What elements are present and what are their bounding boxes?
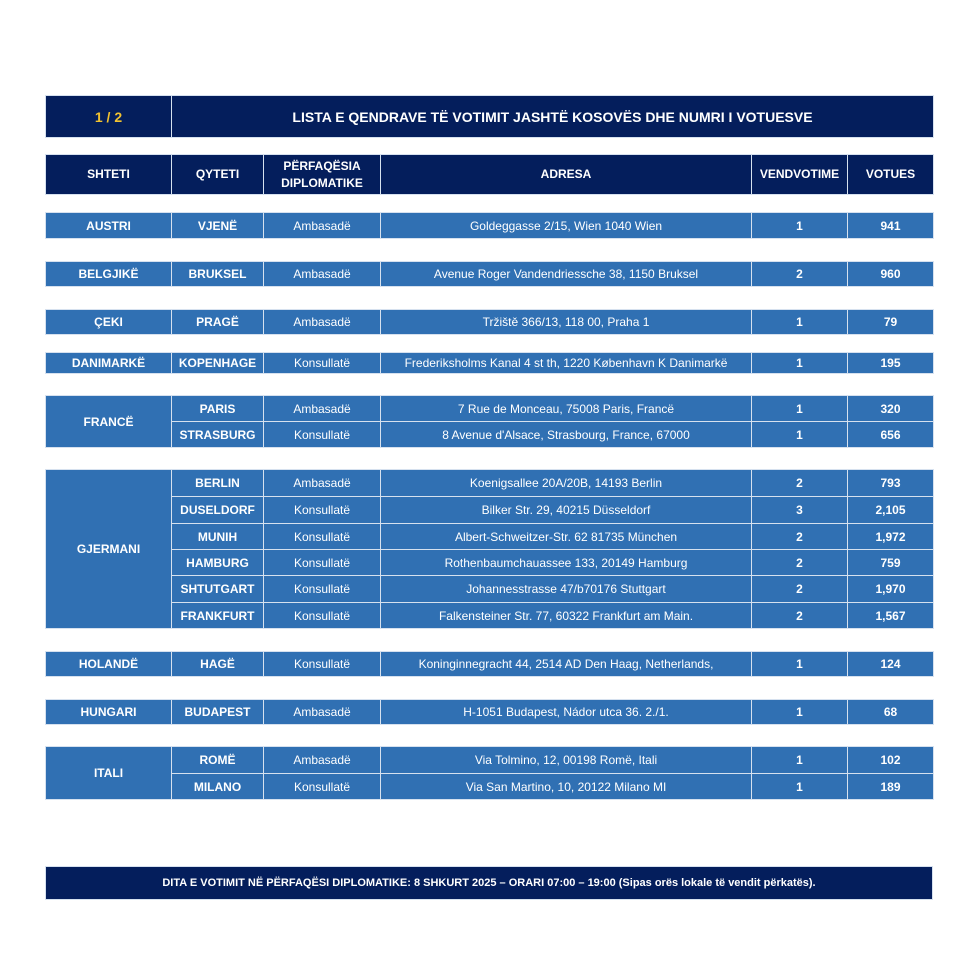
table-row bbox=[46, 524, 934, 550]
footer-text: DITA E VOTIMIT NË PËRFAQËSI DIPLOMATIKE: 8 SHKURT 2025 – ORARI 07:00 – 19:00 (Sipas orës lokale të vendit përkatës). bbox=[46, 867, 933, 900]
table-row bbox=[46, 422, 934, 448]
country-cell: FRANCË bbox=[46, 396, 172, 448]
country-block bbox=[45, 469, 933, 629]
country-cell: ÇEKI bbox=[46, 310, 172, 335]
city-cell: ROMË bbox=[172, 747, 264, 774]
column-header-mission-line2: DIPLOMATIKE bbox=[281, 175, 363, 190]
stations-cell: 1 bbox=[752, 652, 848, 677]
mission-cell: Konsullatë bbox=[264, 652, 381, 677]
mission-cell: Ambasadë bbox=[264, 310, 381, 335]
country-block bbox=[45, 746, 933, 800]
voters-cell: 1,567 bbox=[848, 603, 934, 629]
city-cell: HAMBURG bbox=[172, 550, 264, 576]
stations-cell: 1 bbox=[752, 213, 848, 239]
mission-cell: Konsullatë bbox=[264, 497, 381, 524]
city-cell: BRUKSEL bbox=[172, 262, 264, 287]
address-cell: Via San Martino, 10, 20122 Milano MI bbox=[381, 774, 752, 800]
stations-cell: 2 bbox=[752, 603, 848, 629]
voters-cell: 102 bbox=[848, 747, 934, 774]
mission-cell: Konsullatë bbox=[264, 576, 381, 603]
country-cell: AUSTRI bbox=[46, 213, 172, 239]
column-header-city: QYTETI bbox=[172, 155, 264, 195]
country-block bbox=[45, 699, 933, 725]
country-block bbox=[45, 309, 933, 335]
address-cell: Via Tolmino, 12, 00198 Romë, Itali bbox=[381, 747, 752, 774]
stations-cell: 1 bbox=[752, 700, 848, 725]
voters-cell: 189 bbox=[848, 774, 934, 800]
mission-cell: Konsullatë bbox=[264, 774, 381, 800]
table-row bbox=[46, 262, 934, 287]
address-cell: Falkensteiner Str. 77, 60322 Frankfurt am Main. bbox=[381, 603, 752, 629]
voters-cell: 79 bbox=[848, 310, 934, 335]
country-cell: ITALI bbox=[46, 747, 172, 800]
city-cell: DUSELDORF bbox=[172, 497, 264, 524]
voters-cell: 1,972 bbox=[848, 524, 934, 550]
country-cell: HOLANDË bbox=[46, 652, 172, 677]
stations-cell: 2 bbox=[752, 470, 848, 497]
voters-cell: 2,105 bbox=[848, 497, 934, 524]
country-cell: GJERMANI bbox=[46, 470, 172, 629]
table-row bbox=[46, 652, 934, 677]
voters-cell: 195 bbox=[848, 353, 934, 374]
voters-cell: 68 bbox=[848, 700, 934, 725]
country-block bbox=[45, 651, 933, 677]
mission-cell: Konsullatë bbox=[264, 603, 381, 629]
voters-cell: 656 bbox=[848, 422, 934, 448]
mission-cell: Konsullatë bbox=[264, 524, 381, 550]
address-cell: Bilker Str. 29, 40215 Düsseldorf bbox=[381, 497, 752, 524]
stations-cell: 1 bbox=[752, 747, 848, 774]
address-cell: Koenigsallee 20A/20B, 14193 Berlin bbox=[381, 470, 752, 497]
city-cell: HAGË bbox=[172, 652, 264, 677]
country-block bbox=[45, 352, 933, 374]
mission-cell: Konsullatë bbox=[264, 550, 381, 576]
country-cell: BELGJIKË bbox=[46, 262, 172, 287]
stations-cell: 1 bbox=[752, 353, 848, 374]
mission-cell: Ambasadë bbox=[264, 470, 381, 497]
country-block bbox=[45, 261, 933, 287]
page-indicator: 1 / 2 bbox=[46, 96, 172, 138]
table-row bbox=[46, 470, 934, 497]
voters-cell: 124 bbox=[848, 652, 934, 677]
table-header bbox=[45, 154, 933, 195]
table-row bbox=[46, 310, 934, 335]
city-cell: KOPENHAGE bbox=[172, 353, 264, 374]
page-title: LISTA E QENDRAVE TË VOTIMIT JASHTË KOSOVËS DHE NUMRI I VOTUESVE bbox=[172, 96, 934, 138]
address-cell: Avenue Roger Vandendriessche 38, 1150 Bruksel bbox=[381, 262, 752, 287]
column-header-mission bbox=[264, 155, 381, 195]
city-cell: PRAGË bbox=[172, 310, 264, 335]
mission-cell: Konsullatë bbox=[264, 353, 381, 374]
voters-cell: 759 bbox=[848, 550, 934, 576]
column-header-stations: VENDVOTIME bbox=[752, 155, 848, 195]
address-cell: Frederiksholms Kanal 4 st th, 1220 København K Danimarkë bbox=[381, 353, 752, 374]
stations-cell: 2 bbox=[752, 576, 848, 603]
address-cell: H-1051 Budapest, Nádor utca 36. 2./1. bbox=[381, 700, 752, 725]
voters-cell: 793 bbox=[848, 470, 934, 497]
mission-cell: Ambasadë bbox=[264, 700, 381, 725]
address-cell: Rothenbaumchauassee 133, 20149 Hamburg bbox=[381, 550, 752, 576]
column-header-voters: VOTUES bbox=[848, 155, 934, 195]
stations-cell: 2 bbox=[752, 524, 848, 550]
voters-cell: 960 bbox=[848, 262, 934, 287]
country-cell: HUNGARI bbox=[46, 700, 172, 725]
voters-cell: 941 bbox=[848, 213, 934, 239]
city-cell: MILANO bbox=[172, 774, 264, 800]
table-row bbox=[46, 497, 934, 524]
voters-cell: 320 bbox=[848, 396, 934, 422]
country-block bbox=[45, 395, 933, 448]
table-row bbox=[46, 576, 934, 603]
stations-cell: 2 bbox=[752, 262, 848, 287]
stations-cell: 1 bbox=[752, 310, 848, 335]
table-row bbox=[46, 213, 934, 239]
stations-cell: 1 bbox=[752, 422, 848, 448]
voters-cell: 1,970 bbox=[848, 576, 934, 603]
city-cell: STRASBURG bbox=[172, 422, 264, 448]
footer-bar bbox=[45, 866, 933, 900]
address-cell: Goldeggasse 2/15, Wien 1040 Wien bbox=[381, 213, 752, 239]
stations-cell: 3 bbox=[752, 497, 848, 524]
title-bar bbox=[45, 95, 933, 138]
stations-cell: 1 bbox=[752, 774, 848, 800]
table-row bbox=[46, 603, 934, 629]
table-row bbox=[46, 353, 934, 374]
city-cell: BERLIN bbox=[172, 470, 264, 497]
table-row bbox=[46, 747, 934, 774]
address-cell: Tržiště 366/13, 118 00, Praha 1 bbox=[381, 310, 752, 335]
table-row bbox=[46, 700, 934, 725]
mission-cell: Ambasadë bbox=[264, 262, 381, 287]
city-cell: SHTUTGART bbox=[172, 576, 264, 603]
country-cell: DANIMARKË bbox=[46, 353, 172, 374]
stations-cell: 1 bbox=[752, 396, 848, 422]
address-cell: 8 Avenue d'Alsace, Strasbourg, France, 67000 bbox=[381, 422, 752, 448]
city-cell: MUNIH bbox=[172, 524, 264, 550]
column-header-address: ADRESA bbox=[381, 155, 752, 195]
city-cell: VJENË bbox=[172, 213, 264, 239]
mission-cell: Konsullatë bbox=[264, 422, 381, 448]
mission-cell: Ambasadë bbox=[264, 396, 381, 422]
mission-cell: Ambasadë bbox=[264, 213, 381, 239]
table-row bbox=[46, 396, 934, 422]
stations-cell: 2 bbox=[752, 550, 848, 576]
table-row bbox=[46, 550, 934, 576]
city-cell: BUDAPEST bbox=[172, 700, 264, 725]
address-cell: Johannesstrasse 47/b70176 Stuttgart bbox=[381, 576, 752, 603]
address-cell: 7 Rue de Monceau, 75008 Paris, Francë bbox=[381, 396, 752, 422]
mission-cell: Ambasadë bbox=[264, 747, 381, 774]
city-cell: PARIS bbox=[172, 396, 264, 422]
column-header-mission-line1: PËRFAQËSIA bbox=[283, 158, 361, 173]
country-block bbox=[45, 212, 933, 239]
address-cell: Albert-Schweitzer-Str. 62 81735 München bbox=[381, 524, 752, 550]
table-row bbox=[46, 774, 934, 800]
address-cell: Koninginnegracht 44, 2514 AD Den Haag, Netherlands, bbox=[381, 652, 752, 677]
city-cell: FRANKFURT bbox=[172, 603, 264, 629]
column-header-country: SHTETI bbox=[46, 155, 172, 195]
